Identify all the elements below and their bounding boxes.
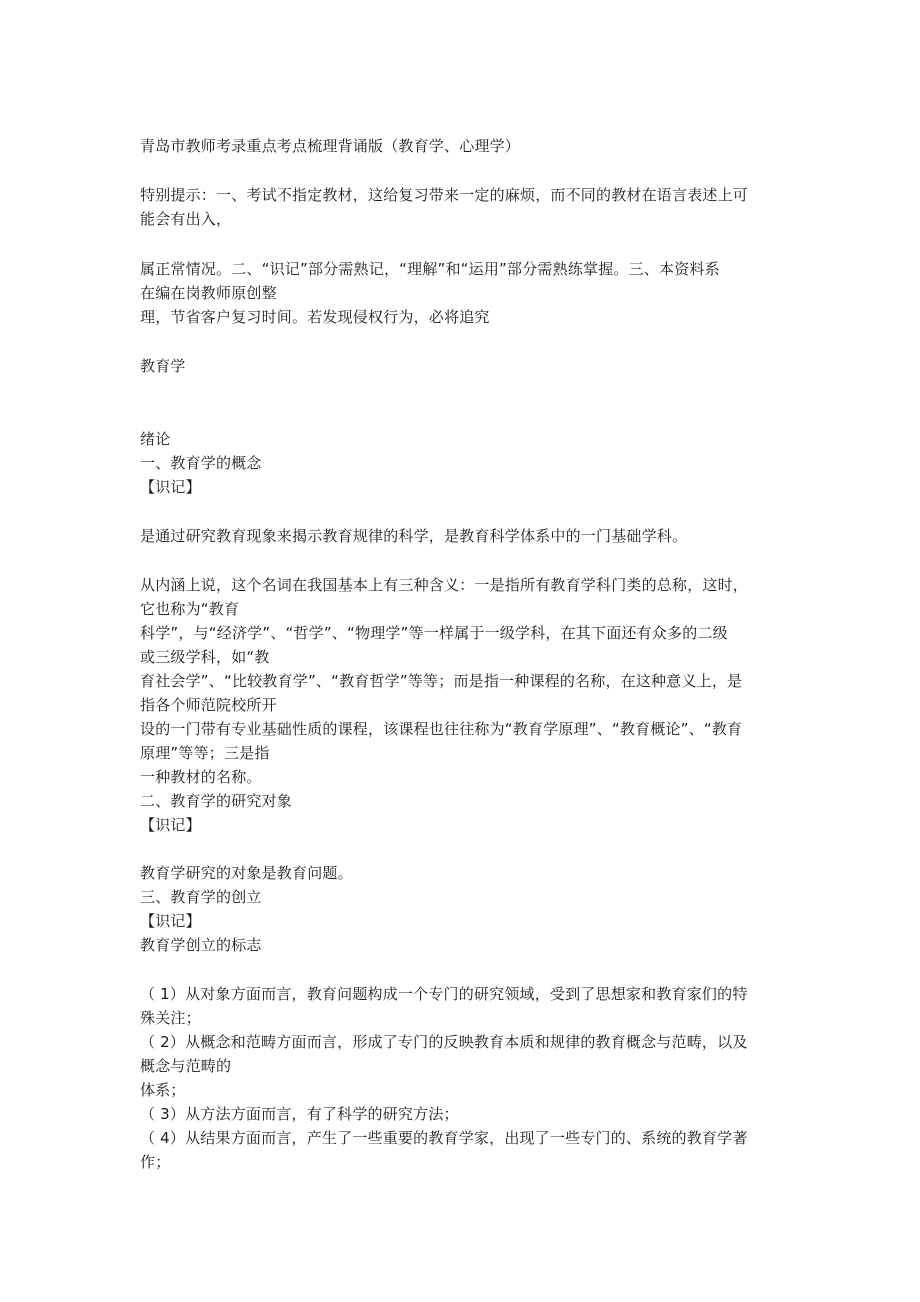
subsection-heading: 教育学创立的标志	[140, 936, 262, 954]
chapter-heading: 绪论	[140, 430, 171, 448]
paragraph-line: 是通过研究教育现象来揭示教育规律的科学，是教育科学体系中的一门基础学科。	[140, 527, 688, 545]
notice-line: 属正常情况。二、“识记”部分需熟记，“理解”和“运用”部分需熟练掌握。三、本资料系	[140, 260, 720, 278]
list-item: （ 4）从结果方面而言，产生了一些重要的教育学家，出现了一些专门的、系统的教育学著	[140, 1129, 748, 1147]
paragraph-line: 一种教材的名称。	[140, 768, 262, 786]
section-heading: 二、教育学的研究对象	[140, 792, 293, 810]
paragraph-line: 教育学研究的对象是教育问题。	[140, 864, 353, 882]
list-item: 概念与范畴的	[140, 1057, 232, 1075]
section-heading: 三、教育学的创立	[140, 888, 262, 906]
memorize-tag: 【识记】	[140, 912, 201, 930]
notice-line: 特别提示：一、考试不指定教材，这给复习带来一定的麻烦，而不同的教材在语言表述上可	[140, 186, 749, 204]
subject-heading: 教育学	[140, 357, 186, 375]
paragraph-line: 育社会学”、“比较教育学”、“教育哲学”等等；而是指一种课程的名称，在这种意义上，是	[140, 672, 743, 690]
paragraph-line: 科学”，与“经济学”、“哲学”、“物理学”等一样属于一级学科，在其下面还有众多的二级	[140, 624, 728, 642]
paragraph-line: 指各个师范院校所开	[140, 696, 277, 714]
memorize-tag: 【识记】	[140, 816, 201, 834]
list-item: 体系；	[140, 1081, 186, 1099]
paragraph-line: 它也称为“教育	[140, 600, 240, 618]
list-item: 殊关注；	[140, 1009, 201, 1027]
paragraph-line: 原理”等等；三是指	[140, 744, 270, 762]
notice-line: 能会有出入，	[140, 210, 232, 228]
section-heading: 一、教育学的概念	[140, 454, 262, 472]
memorize-tag: 【识记】	[140, 478, 201, 496]
notice-line: 理，节省客户复习时间。若发现侵权行为，必将追究	[140, 308, 490, 326]
paragraph-line: 从内涵上说，这个名词在我国基本上有三种含义：一是指所有教育学科门类的总称，这时，	[140, 576, 749, 594]
list-item: 作；	[140, 1153, 171, 1171]
paragraph-line: 或三级学科，如“教	[140, 648, 270, 666]
document-title: 青岛市教师考录重点考点梳理背诵版（教育学、心理学）	[140, 137, 521, 155]
paragraph-line: 设的一门带有专业基础性质的课程，该课程也往往称为“教育学原理”、“教育概论”、“教育	[140, 720, 743, 738]
list-item: （ 2）从概念和范畴方面而言，形成了专门的反映教育本质和规律的教育概念与范畴，以及	[140, 1033, 748, 1051]
notice-line: 在编在岗教师原创整	[140, 284, 277, 302]
list-item: （ 1）从对象方面而言，教育问题构成一个专门的研究领域，受到了思想家和教育家们的特	[140, 985, 748, 1003]
list-item: （ 3）从方法方面而言，有了科学的研究方法；	[140, 1105, 459, 1123]
